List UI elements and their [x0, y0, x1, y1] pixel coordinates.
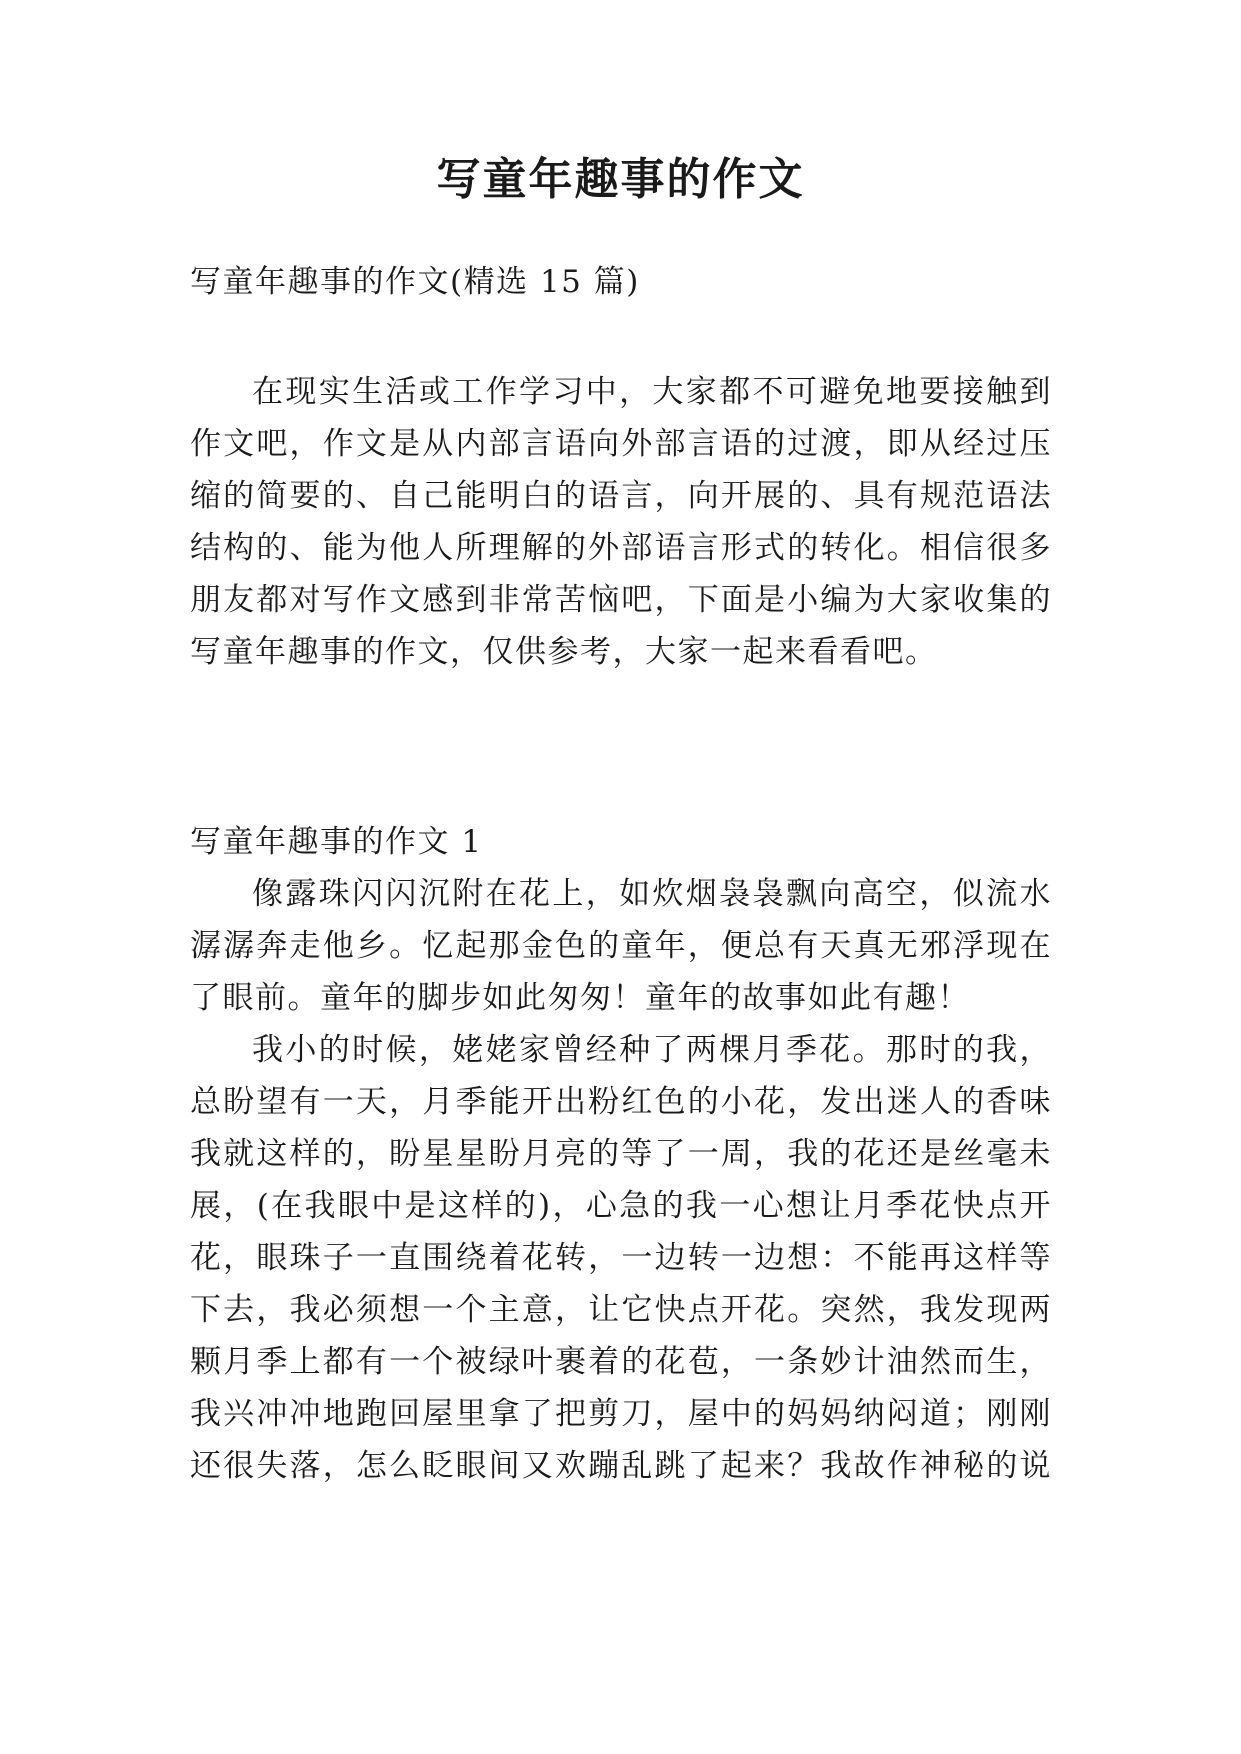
paragraph-line: 展，(在我眼中是这样的)，心急的我一心想让月季花快点开: [190, 1188, 1052, 1224]
paragraph-line: 下去，我必须想一个主意，让它快点开花。突然，我发现两: [190, 1292, 1052, 1328]
paragraph-line: 像露珠闪闪沉附在花上，如炊烟袅袅飘向高空，似流水: [252, 876, 1052, 912]
paragraph-line: 总盼望有一天，月季能开出粉红色的小花，发出迷人的香味: [190, 1084, 1052, 1120]
paragraph-line: 潺潺奔走他乡。忆起那金色的童年，便总有天真无邪浮现在: [190, 928, 1052, 964]
intro-line: 在现实生活或工作学习中，大家都不可避免地要接触到: [252, 374, 1052, 410]
paragraph-line: 还很失落，怎么眨眼间又欢蹦乱跳了起来？我故作神秘的说: [190, 1448, 1052, 1484]
section-heading: 写童年趣事的作文 1: [190, 824, 483, 860]
document-subtitle: 写童年趣事的作文(精选 15 篇): [190, 264, 640, 300]
paragraph-line: 花，眼珠子一直围绕着花转，一边转一边想：不能再这样等: [190, 1240, 1052, 1276]
document-title: 写童年趣事的作文: [436, 154, 805, 205]
intro-line: 写童年趣事的作文，仅供参考，大家一起来看看吧。: [190, 634, 938, 670]
paragraph-line: 我兴冲冲地跑回屋里拿了把剪刀，屋中的妈妈纳闷道；刚刚: [190, 1396, 1052, 1432]
paragraph-line: 我小的时候，姥姥家曾经种了两棵月季花。那时的我，: [252, 1032, 1052, 1068]
intro-line: 结构的、能为他人所理解的外部语言形式的转化。相信很多: [190, 530, 1052, 566]
intro-line: 朋友都对写作文感到非常苦恼吧，下面是小编为大家收集的: [190, 582, 1052, 618]
intro-line: 缩的简要的、自己能明白的语言，向开展的、具有规范语法: [190, 478, 1052, 514]
paragraph-line: 我就这样的，盼星星盼月亮的等了一周，我的花还是丝毫未: [190, 1136, 1052, 1172]
paragraph-line: 了眼前。童年的脚步如此匆匆！童年的故事如此有趣！: [190, 980, 970, 1016]
intro-line: 作文吧，作文是从内部言语向外部言语的过渡，即从经过压: [190, 426, 1052, 462]
paragraph-line: 颗月季上都有一个被绿叶裹着的花苞，一条妙计油然而生，: [190, 1344, 1052, 1380]
